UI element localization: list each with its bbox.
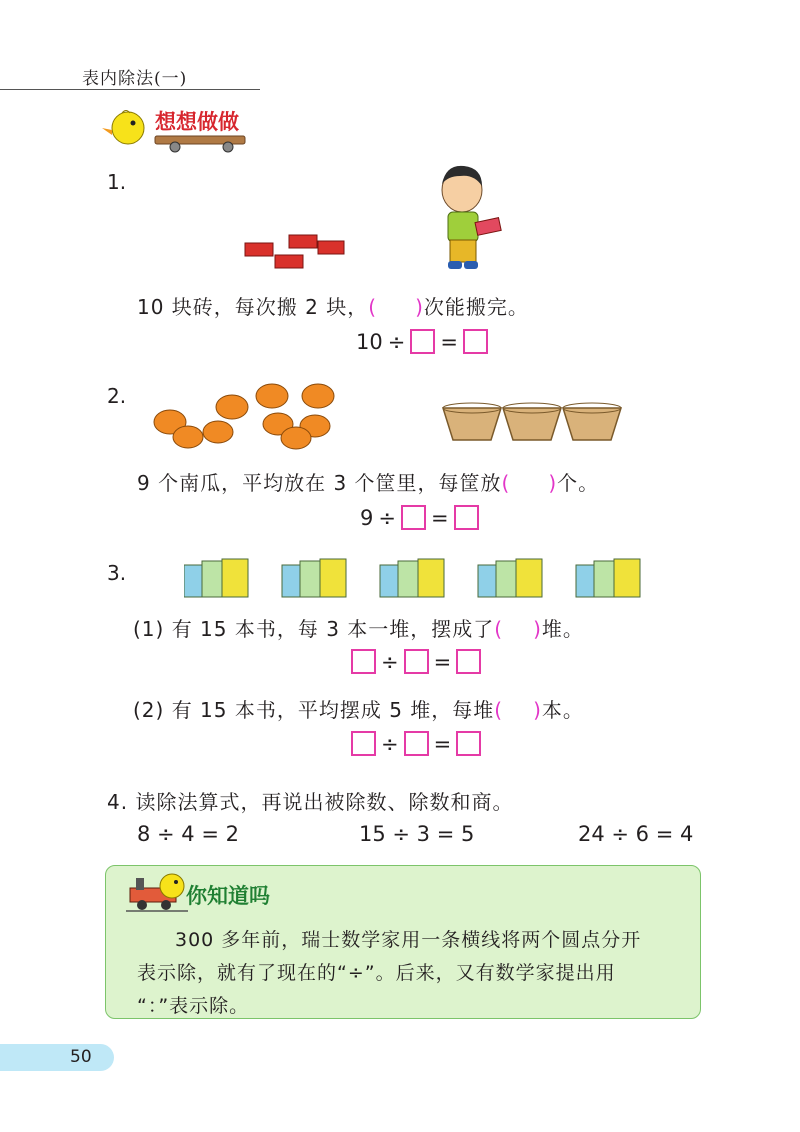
question-2-equation (360, 505, 479, 530)
dividend-answer-box[interactable] (351, 731, 376, 756)
divide-sign: ÷ (387, 329, 406, 354)
equals-sign: = (433, 731, 452, 756)
page-number: 50 (70, 1047, 92, 1067)
question-1-equation (356, 329, 488, 354)
question-3-part-1-equation (351, 649, 481, 674)
divisor-answer-box[interactable] (410, 329, 435, 354)
answer-paren-close: ) (415, 295, 424, 319)
question-2-text-before: 9 个南瓜，平均放在 3 个筐里，每筐放 (137, 471, 502, 495)
section-title: 想想做做 (155, 110, 239, 134)
question-3-part-1-before: (1) 有 15 本书，每 3 本一堆，摆成了 (133, 617, 495, 641)
question-1-text (137, 291, 529, 320)
train-chick-icon (126, 870, 188, 912)
book-stacks-illustration (184, 557, 654, 601)
answer-paren-open: ( (368, 295, 378, 319)
equals-sign: = (440, 329, 458, 354)
page-number-tab (0, 1044, 114, 1071)
divide-sign: ÷ (381, 731, 399, 756)
pumpkins-illustration (150, 382, 340, 454)
did-you-know-title: 你知道吗 (186, 884, 270, 908)
question-3-part-2-equation (351, 731, 481, 756)
question-3-part-1-text (133, 613, 584, 642)
equation-3: 24 ÷ 6 = 4 (578, 822, 694, 846)
question-3-part-1-after: 堆。 (541, 617, 584, 641)
info-line-3: “：”表示除。 (137, 995, 250, 1017)
header-rule (0, 89, 260, 90)
equals-sign: = (430, 505, 449, 530)
bricks-illustration (243, 233, 345, 273)
info-line-1: 300 多年前，瑞士数学家用一条横线将两个圆点分开 (175, 929, 642, 951)
divisor-answer-box[interactable] (401, 505, 426, 530)
equation-1: 8 ÷ 4 = 2 (137, 822, 239, 846)
quotient-answer-box[interactable] (456, 649, 481, 674)
question-2-text-after: 个。 (557, 471, 600, 495)
question-1-text-after: 次能搬完。 (423, 295, 529, 319)
question-2-text (137, 467, 599, 496)
dividend: 9 (360, 505, 374, 530)
divide-sign: ÷ (378, 505, 396, 530)
divide-sign: ÷ (381, 649, 399, 674)
answer-paren-close: ) (548, 471, 558, 495)
divisor-answer-box[interactable] (404, 649, 429, 674)
dividend: 10 (356, 329, 383, 354)
question-3-part-2-after: 本。 (541, 698, 584, 722)
answer-paren-close: ) (533, 698, 542, 722)
question-1-text-before: 10 块砖，每次搬 2 块， (137, 295, 369, 319)
question-1-number: 1. (107, 170, 127, 194)
question-4-text: 4. 读除法算式，再说出被除数、除数和商。 (107, 790, 514, 814)
question-2-number: 2. (107, 384, 127, 408)
equals-sign: = (433, 649, 452, 674)
answer-paren-open: ( (494, 698, 504, 722)
dividend-answer-box[interactable] (351, 649, 376, 674)
info-line-2: 表示除，就有了现在的“÷”。后来，又有数学家提出用 (137, 962, 616, 984)
question-3-part-2-text (133, 694, 584, 723)
baskets-illustration (441, 400, 623, 442)
equation-2: 15 ÷ 3 = 5 (359, 822, 475, 846)
quotient-answer-box[interactable] (454, 505, 479, 530)
question-3-number: 3. (107, 561, 127, 585)
answer-paren-close: ) (533, 617, 542, 641)
chapter-title: 表内除法(一) (82, 69, 188, 89)
divisor-answer-box[interactable] (404, 731, 429, 756)
quotient-answer-box[interactable] (456, 731, 481, 756)
answer-paren-open: ( (501, 471, 511, 495)
question-3-part-2-before: (2) 有 15 本书，平均摆成 5 堆，每堆 (133, 698, 495, 722)
quotient-answer-box[interactable] (463, 329, 488, 354)
boy-carrying-brick-illustration (430, 160, 505, 280)
answer-paren-open: ( (494, 617, 504, 641)
